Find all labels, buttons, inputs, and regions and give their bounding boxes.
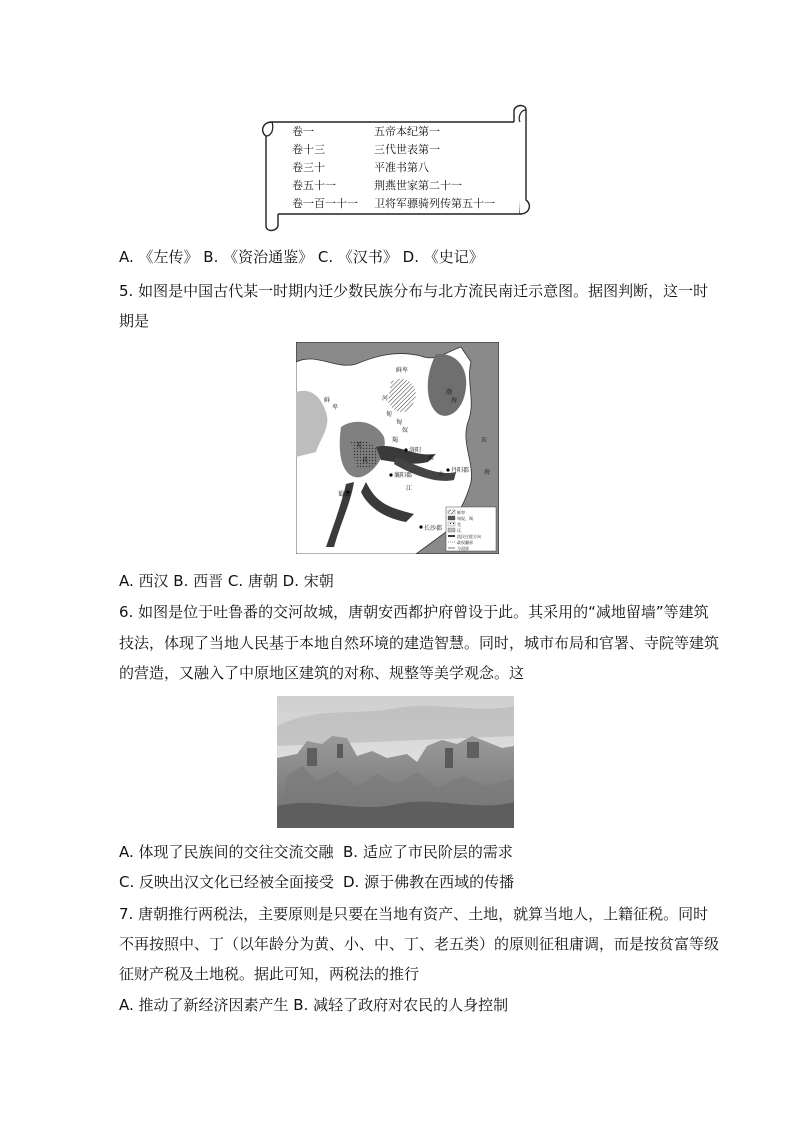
q5-stem-line1: 5. 如图是中国古代某一时期内迁少数民族分布与北方流民南迁示意图。据图判断，这一时 bbox=[119, 282, 709, 300]
map-label: 江 bbox=[406, 485, 413, 492]
map-label: 奴 bbox=[402, 427, 409, 434]
legend-label: 氐 bbox=[457, 528, 461, 533]
jiaohe-ruins-photo bbox=[277, 696, 514, 828]
q7-stem-line2: 不再按照中、丁（以年龄分为黄、小、中、丁、老五类）的原则征租庸调，而是按贫富等级 bbox=[119, 935, 720, 953]
map-label: 羯 bbox=[392, 437, 399, 444]
migration-map bbox=[296, 342, 499, 554]
legend-label: 流民迁徙方向 bbox=[457, 534, 481, 539]
map-label: 海 bbox=[451, 397, 458, 404]
map-label: 卑 bbox=[332, 404, 339, 411]
q5-options: A. 西汉 B. 西晋 C. 唐朝 D. 宋朝 bbox=[119, 572, 334, 590]
map-label: 海 bbox=[484, 469, 491, 476]
map-label: 淮 bbox=[428, 455, 435, 462]
chapter-title: 荆燕世家第二十一 bbox=[374, 179, 462, 192]
q6-stem-line3: 的营造，又融入了中原地区建筑的对称、规整等美学观念。这 bbox=[119, 664, 525, 682]
legend-label: 羌 bbox=[457, 522, 461, 527]
volume-label: 卷一百一十一 bbox=[292, 197, 358, 210]
volume-label: 卷五十一 bbox=[292, 179, 336, 192]
chapter-title: 卫将军骠骑列传第五十一 bbox=[374, 197, 495, 210]
map-label: 襄阳郡 bbox=[394, 472, 413, 479]
q5-stem-line2: 期是 bbox=[119, 312, 150, 330]
map-label: 匈 bbox=[396, 419, 403, 426]
q7-stem-line3: 征财产税及土地税。据此可知，两税法的推行 bbox=[119, 965, 420, 983]
volume-label: 卷一 bbox=[292, 125, 314, 138]
chapter-title: 平准书第八 bbox=[374, 161, 429, 174]
volume-label: 卷十三 bbox=[292, 143, 325, 156]
map-label: 水 bbox=[438, 471, 445, 478]
q7-stem-line1: 7. 唐朝推行两税法，主要原则是只要在当地有资产、土地，就算当地人，上籍征税。同时 bbox=[119, 905, 709, 923]
map-label: 河 bbox=[382, 395, 389, 402]
map-label: 羌 bbox=[356, 442, 363, 449]
q6-stem-line2: 技法，体现了当地人民基于本地自然环境的建造智慧。同时，城市布局和官署、寺院等建筑 bbox=[119, 634, 720, 652]
chapter-title: 三代世表第一 bbox=[374, 143, 440, 156]
map-label: 洛阳 bbox=[409, 447, 422, 454]
map-label: 鲜 bbox=[324, 397, 331, 404]
map-label: 鲜卑 bbox=[396, 367, 409, 374]
legend-label: 鲜卑 bbox=[457, 510, 465, 515]
volume-label: 卷三十 bbox=[292, 161, 325, 174]
legend-label: 今国界 bbox=[457, 546, 469, 551]
map-label: 东 bbox=[481, 437, 488, 444]
q6-option-a: A. 体现了民族间的交往交流交融 bbox=[119, 843, 334, 861]
chapter-title: 五帝本纪第一 bbox=[374, 125, 440, 138]
q7-options: A. 推动了新经济因素产生 B. 减轻了政府对农民的人身控制 bbox=[119, 996, 509, 1014]
map-label: 长沙郡 bbox=[424, 525, 443, 532]
map-label: 蜀郡 bbox=[338, 491, 351, 498]
q6-stem-line1: 6. 如图是位于吐鲁番的交河故城，唐朝安西都护府曾设于此。其采用的“减地留墙”等建筑 bbox=[119, 603, 709, 621]
q6-option-c: C. 反映出汉文化已经被全面接受 bbox=[119, 873, 335, 891]
legend-label: 政权疆界 bbox=[457, 540, 473, 545]
map-label: 甸 bbox=[386, 411, 393, 418]
map-label: 渤 bbox=[446, 389, 453, 396]
map-label: 丹阳郡 bbox=[451, 467, 470, 474]
q6-option-d: D. 源于佛教在西域的传播 bbox=[343, 873, 515, 891]
q4-options: A. 《左传》 B. 《资治通鉴》 C. 《汉书》 D. 《史记》 bbox=[119, 248, 484, 266]
legend-label: 匈奴、羯 bbox=[457, 516, 473, 521]
map-label: 氐 bbox=[362, 457, 369, 464]
q6-option-b: B. 适应了市民阶层的需求 bbox=[343, 843, 513, 861]
